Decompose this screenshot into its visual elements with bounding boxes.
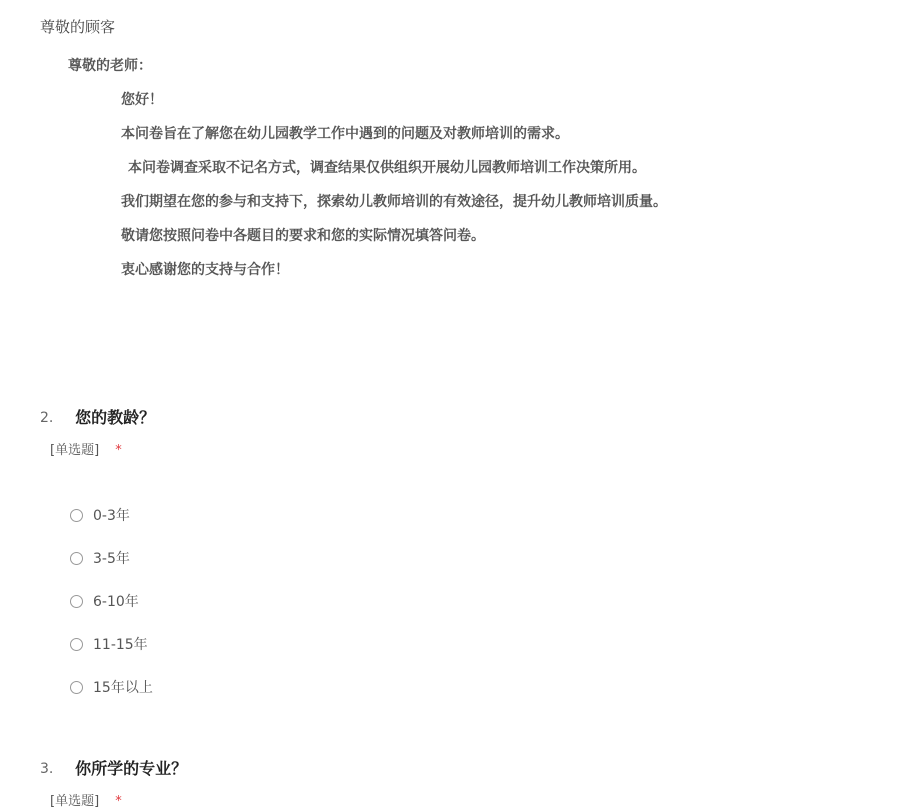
- question-2: [40, 406, 880, 723]
- option-0-3-years[interactable]: [70, 508, 880, 551]
- option-3-5-years[interactable]: [70, 551, 880, 594]
- option-label[interactable]: 3-5年: [93, 551, 130, 567]
- option-15-plus-years[interactable]: [70, 680, 880, 723]
- question-type-label: [单选题]: [50, 794, 100, 809]
- intro-line: 本问卷调查采取不记名方式，调查结果仅供组织开展幼儿园教师培训工作决策所用。: [128, 160, 646, 176]
- question-header: [40, 406, 880, 428]
- intro-line: 我们期望在您的参与和支持下，探索幼儿教师培训的有效途径，提升幼儿教师培训质量。: [121, 194, 667, 210]
- option-11-15-years[interactable]: [70, 637, 880, 680]
- option-label[interactable]: 6-10年: [93, 594, 139, 610]
- intro-paragraphs: [121, 91, 868, 295]
- question-header: [40, 757, 880, 779]
- question-type-label: [单选题]: [50, 443, 100, 458]
- intro-line: 衷心感谢您的支持与合作！: [121, 262, 289, 278]
- survey-greeting: 尊敬的顾客: [40, 18, 116, 36]
- radio-button-icon[interactable]: [70, 509, 83, 522]
- intro-line: 您好！: [121, 92, 163, 108]
- intro-line: 敬请您按照问卷中各题目的要求和您的实际情况填答问卷。: [121, 228, 485, 244]
- intro-line: 本问卷旨在了解您在幼儿园教学工作中遇到的问题及对教师培训的需求。: [121, 126, 569, 142]
- option-6-10-years[interactable]: [70, 594, 880, 637]
- required-mark: *: [115, 443, 122, 458]
- question-title: 您的教龄？: [75, 407, 156, 427]
- option-list: [70, 508, 880, 723]
- question-meta: [50, 793, 880, 811]
- radio-button-icon[interactable]: [70, 552, 83, 565]
- intro-salutation: 尊敬的老师：: [68, 58, 152, 74]
- question-meta: [50, 442, 880, 460]
- question-number: 3.: [40, 760, 54, 777]
- radio-button-icon[interactable]: [70, 681, 83, 694]
- radio-button-icon[interactable]: [70, 595, 83, 608]
- radio-button-icon[interactable]: [70, 638, 83, 651]
- question-number: 2.: [40, 409, 54, 426]
- option-label[interactable]: 15年以上: [93, 680, 153, 696]
- option-label[interactable]: 11-15年: [93, 637, 148, 653]
- required-mark: *: [115, 794, 122, 809]
- question-3: [40, 757, 880, 811]
- option-label[interactable]: 0-3年: [93, 508, 130, 524]
- intro-section: [68, 57, 868, 295]
- question-title: 你所学的专业？: [75, 758, 188, 778]
